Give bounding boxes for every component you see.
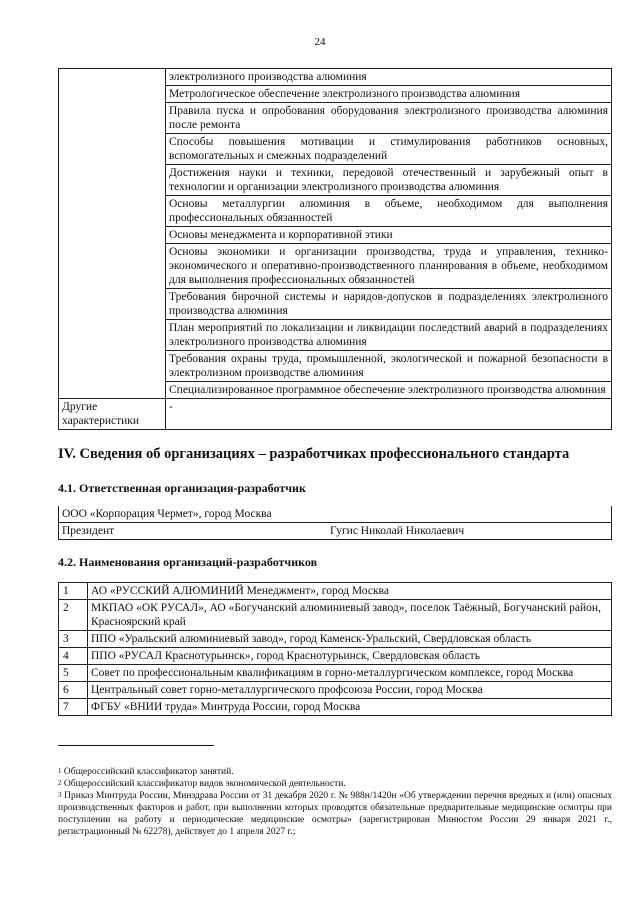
footnote-mark: 3 <box>58 791 62 799</box>
developers-table <box>58 582 612 716</box>
responsible-org-table <box>58 506 612 540</box>
responsible-org-name: ООО «Корпорация Чермет», город Москва <box>59 506 612 523</box>
other-characteristics-value: - <box>166 399 612 430</box>
org-name: ППО «Уральский алюминиевый завод», город Каменск-Уральский, Свердловская область <box>88 631 612 648</box>
footnote-text: Общероссийский классификатор занятий. <box>63 767 234 777</box>
table-row <box>59 523 612 540</box>
knowledge-table <box>58 68 612 430</box>
row-number: 7 <box>59 699 88 716</box>
table-row <box>59 69 612 86</box>
table-row <box>59 699 612 716</box>
table-cell: Требования охраны труда, промышленной, экологической и пожарной безопасности в электролизном производстве алюминия <box>166 351 612 382</box>
org-name: Центральный совет горно-металлургического профсоюза России, город Москва <box>88 682 612 699</box>
table-cell: План мероприятий по локализации и ликвидации последствий аварий в подразделениях электролизного производства алюминия <box>166 320 612 351</box>
table-cell: электролизного производства алюминия <box>166 69 612 86</box>
footnote-mark: 2 <box>58 779 62 787</box>
table-row <box>59 682 612 699</box>
page-number: 24 <box>314 36 326 48</box>
footnote-text: Общероссийский классификатор видов экономической деятельности. <box>63 779 346 789</box>
org-name: ФГБУ «ВНИИ труда» Минтруда России, город Москва <box>88 699 612 716</box>
section-title: IV. Сведения об организациях – разработчиках профессионального стандарта <box>58 446 570 462</box>
row-number: 2 <box>59 600 88 631</box>
table-row <box>59 600 612 631</box>
table-cell: Требования бирочной системы и нарядов-допусков в подразделениях электролизного производства алюминия <box>166 289 612 320</box>
org-name: АО «РУССКИЙ АЛЮМИНИЙ Менеджмент», город Москва <box>88 583 612 600</box>
table-cell: Правила пуска и опробования оборудования электролизного производства алюминия после ремонта <box>166 103 612 134</box>
row-number: 1 <box>59 583 88 600</box>
row-label-cell <box>59 69 166 399</box>
table-row <box>59 665 612 682</box>
org-name: ППО «РУСАЛ Краснотурьинск», город Краснотурьинск, Свердловская область <box>88 648 612 665</box>
other-characteristics-label: Другие характеристики <box>59 399 166 430</box>
org-name: Совет по профессиональным квалификациям в горно-металлургическом комплексе, город Москва <box>88 665 612 682</box>
table-cell: Достижения науки и техники, передовой отечественный и зарубежный опыт в технологии и организации электролизного производства алюминия <box>166 165 612 196</box>
org-name: МКПАО «ОК РУСАЛ», АО «Богучанский алюминиевый завод», поселок Таёжный, Богучанский район, Красноярский край <box>88 600 612 631</box>
table-row <box>59 399 612 430</box>
row-number: 6 <box>59 682 88 699</box>
table-cell: Способы повышения мотивации и стимулирования работников основных, вспомогательных и смежных подразделений <box>166 134 612 165</box>
footnote-text: Приказ Минтруда России, Минздрава России от 31 декабря 2020 г. № 988н/1420н «Об утверждении перечня вредных и (или) опасных производственных факторов и работ, при выполнении которых проводятся обязательные предварительные медицинские осмотры при поступлении на работу и периодические медицинские осмотры» (зарегистрирован Минюстом России 29 января 2021 г., регистрационный № 62278), действует до 1 апреля 2027 г.; <box>58 791 612 837</box>
responsible-org-heading: 4.1. Ответственная организация-разработчик <box>58 481 306 495</box>
row-number: 5 <box>59 665 88 682</box>
footnote-mark: 1 <box>58 767 62 775</box>
developers-heading: 4.2. Наименования организаций-разработчиков <box>58 555 318 569</box>
footnote <box>58 766 612 778</box>
footnote-divider <box>58 745 214 746</box>
table-row <box>59 648 612 665</box>
responsible-person: Гугис Николай Николаевич <box>327 523 612 540</box>
footnotes <box>58 766 612 838</box>
responsible-role: Президент <box>59 523 328 540</box>
row-number: 3 <box>59 631 88 648</box>
footnote <box>58 790 612 838</box>
table-cell: Метрологическое обеспечение электролизного производства алюминия <box>166 86 612 103</box>
row-number: 4 <box>59 648 88 665</box>
footnote <box>58 778 612 790</box>
table-cell: Основы менеджмента и корпоративной этики <box>166 227 612 244</box>
table-cell: Основы металлургии алюминия в объеме, необходимом для выполнения профессиональных обязанностей <box>166 196 612 227</box>
table-row <box>59 583 612 600</box>
table-cell: Специализированное программное обеспечение электролизного производства алюминия <box>166 382 612 399</box>
table-row <box>59 506 612 523</box>
table-row <box>59 631 612 648</box>
table-cell: Основы экономики и организации производства, труда и управления, технико-экономического и оперативно-производственного планирования в объеме, необходимом для выполнения профессиональных обязанностей <box>166 244 612 289</box>
